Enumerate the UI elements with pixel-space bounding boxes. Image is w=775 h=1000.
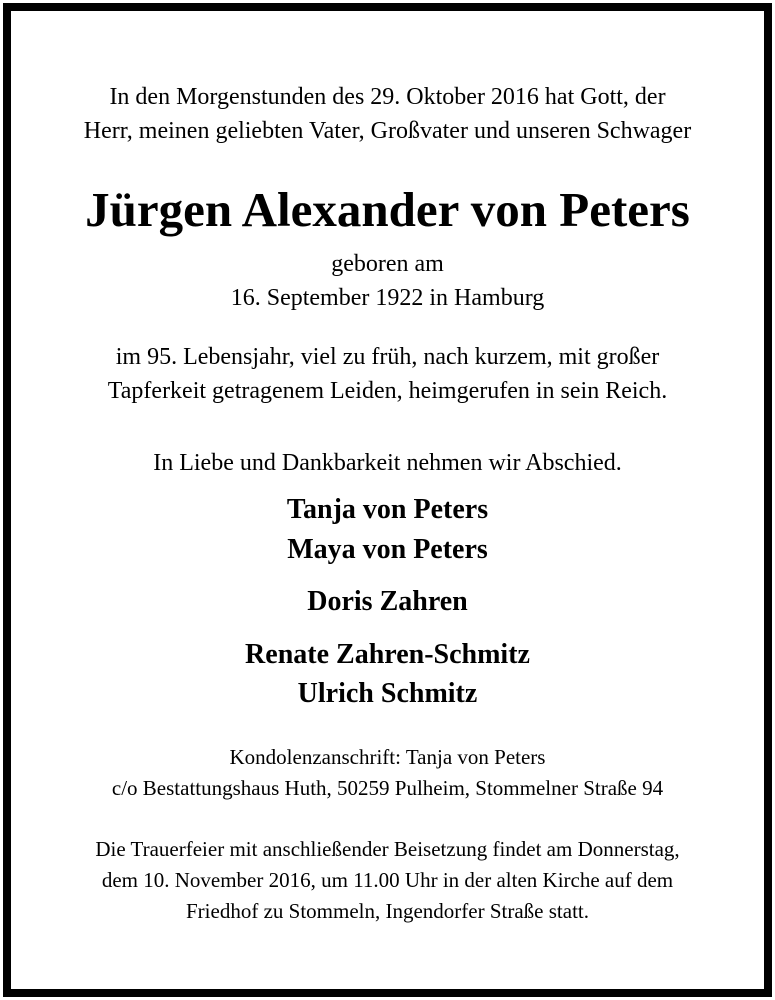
- birth-line-1: geboren am: [331, 251, 444, 277]
- passing-text: [0, 340, 775, 408]
- birth-line-2: 16. September 1922 in Hamburg: [230, 285, 545, 311]
- mourner-name: Maya von Peters: [287, 534, 488, 565]
- mourner-name: Ulrich Schmitz: [297, 678, 478, 709]
- condolence-line-2: c/o Bestattungshaus Huth, 50259 Pulheim, Stommelner Straße 94: [111, 776, 664, 800]
- ceremony-line-2: dem 10. November 2016, um 11.00 Uhr in der alten Kirche auf dem: [101, 868, 674, 892]
- intro-line-1: In den Morgenstunden des 29. Oktober 2016 hat Gott, der: [109, 84, 666, 110]
- mourner-name: Doris Zahren: [307, 586, 468, 617]
- mourner-name: Tanja von Peters: [286, 494, 489, 525]
- ceremony-line-1: Die Trauerfeier mit anschließender Beisetzung findet am Donnerstag,: [95, 837, 680, 861]
- intro-line-2: Herr, meinen geliebten Vater, Großvater und unseren Schwager: [83, 118, 692, 144]
- condolence-address: [0, 742, 775, 804]
- farewell-text: In Liebe und Dankbarkeit nehmen wir Abschied.: [153, 450, 622, 476]
- deceased-name: Jürgen Alexander von Peters: [85, 182, 690, 237]
- ceremony-line-3: Friedhof zu Stommeln, Ingendorfer Straße statt.: [186, 899, 589, 923]
- mourner-name: Renate Zahren-Schmitz: [245, 639, 530, 670]
- funeral-details: [0, 834, 775, 927]
- passing-line-1: im 95. Lebensjahr, viel zu früh, nach kurzem, mit großer: [115, 344, 660, 370]
- intro-text: [0, 80, 775, 148]
- condolence-line-1: Kondolenzanschrift: Tanja von Peters: [229, 745, 546, 769]
- birth-info: [0, 247, 775, 315]
- passing-line-2: Tapferkeit getragenem Leiden, heimgerufen in sein Reich.: [107, 378, 668, 404]
